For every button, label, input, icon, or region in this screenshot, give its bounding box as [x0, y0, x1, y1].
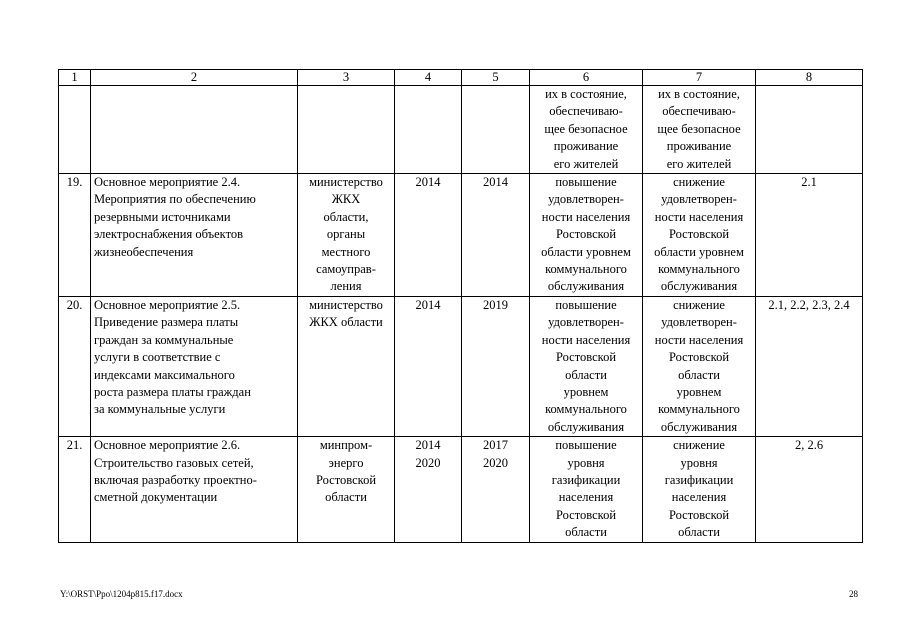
empty-cell: [756, 86, 863, 174]
footer-file-path: Y:\ORST\Ppo\1204p815.f17.docx: [60, 589, 183, 599]
consequence-cell: снижение удовлетворен- ности населения Ростовской области уровнем коммунального обслуживания: [643, 296, 756, 436]
footer-page-number: 28: [849, 589, 858, 599]
empty-cell: [462, 86, 530, 174]
result-cell: повышение удовлетворен- ности населения Ростовской области уровнем коммунального обслуживания: [530, 174, 643, 297]
header-cell-end: 5: [462, 70, 530, 86]
table-row: [59, 174, 863, 297]
executor-cell: министерство ЖКХ области, органы местного самоуправ- ления: [298, 174, 395, 297]
empty-cell: [59, 86, 91, 174]
end-year-cell: 2017 2020: [462, 437, 530, 542]
table-header-row: [59, 70, 863, 86]
consequence-continuation-cell: их в состояние, обеспечиваю- щее безопасное проживание его жителей: [643, 86, 756, 174]
executor-cell: минпром- энерго Ростовской области: [298, 437, 395, 542]
header-cell-result: 6: [530, 70, 643, 86]
start-year-cell: 2014: [395, 174, 462, 297]
measure-cell: Основное мероприятие 2.6. Строительство газовых сетей, включая разработку проектно- сметной документации: [91, 437, 298, 542]
header-cell-measure: 2: [91, 70, 298, 86]
header-cell-number: 1: [59, 70, 91, 86]
row-number-cell: 19.: [59, 174, 91, 297]
measure-cell: Основное мероприятие 2.5. Приведение размера платы граждан за коммунальные услуги в соответствие с индексами максимального роста размера платы граждан за коммунальные услуги: [91, 296, 298, 436]
indicators-cell: 2.1, 2.2, 2.3, 2.4: [756, 296, 863, 436]
program-measures-table: [58, 69, 863, 543]
row-number-cell: 21.: [59, 437, 91, 542]
indicators-cell: 2.1: [756, 174, 863, 297]
table-row: [59, 296, 863, 436]
consequence-cell: снижение удовлетворен- ности населения Ростовской области уровнем коммунального обслуживания: [643, 174, 756, 297]
end-year-cell: 2014: [462, 174, 530, 297]
executor-cell: министерство ЖКХ области: [298, 296, 395, 436]
empty-cell: [298, 86, 395, 174]
start-year-cell: 2014: [395, 296, 462, 436]
header-cell-indicators: 8: [756, 70, 863, 86]
table-row: [59, 437, 863, 542]
measure-cell: Основное мероприятие 2.4. Мероприятия по обеспечению резервными источниками электроснабжения объектов жизнеобеспечения: [91, 174, 298, 297]
result-cell: повышение уровня газификации населения Ростовской области: [530, 437, 643, 542]
indicators-cell: 2, 2.6: [756, 437, 863, 542]
header-cell-start: 4: [395, 70, 462, 86]
header-cell-executor: 3: [298, 70, 395, 86]
end-year-cell: 2019: [462, 296, 530, 436]
table-row-continuation: [59, 86, 863, 174]
start-year-cell: 2014 2020: [395, 437, 462, 542]
consequence-cell: снижение уровня газификации населения Ростовской области: [643, 437, 756, 542]
row-number-cell: 20.: [59, 296, 91, 436]
empty-cell: [395, 86, 462, 174]
result-continuation-cell: их в состояние, обеспечиваю- щее безопасное проживание его жителей: [530, 86, 643, 174]
header-cell-consequence: 7: [643, 70, 756, 86]
result-cell: повышение удовлетворен- ности населения Ростовской области уровнем коммунального обслуживания: [530, 296, 643, 436]
empty-cell: [91, 86, 298, 174]
